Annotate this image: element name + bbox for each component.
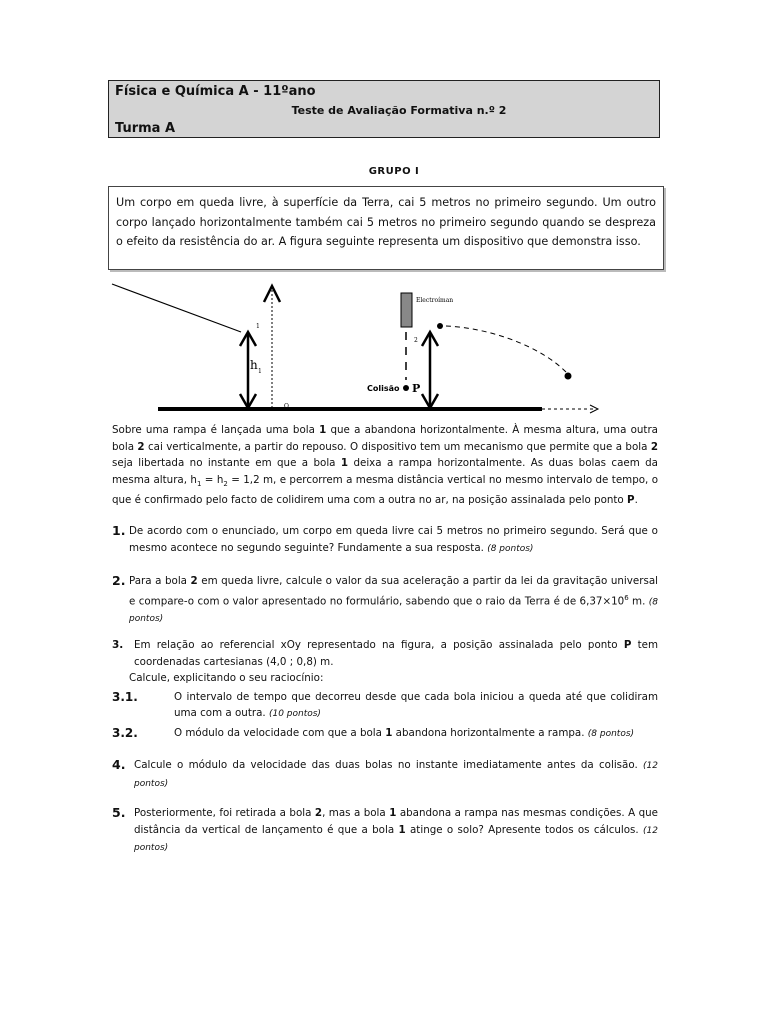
question-3-1: 3.1. O intervalo de tempo que decorreu desde que cada bola iniciou a queda até que colidiram uma com a outra. (10 pontos) [112, 689, 658, 719]
points: (8 pontos) [129, 596, 658, 625]
question-5: 5. Posteriormente, foi retirada a bola 2, mas a bola 1 abandona a rampa nas mesmas condições. A que distância da vertical de lançamento é que a bola 1 atinge o solo? Apresente todos os cálculos. (12 pontos) [112, 805, 658, 853]
question-4: 4. Calcule o módulo da velocidade das duas bolas no instante imediatamente antes da colisão. (12 pontos) [112, 757, 658, 789]
origin-label: O [284, 403, 289, 410]
question-number: 2. [112, 573, 126, 588]
description-paragraph: Sobre uma rampa é lançada uma bola 1 que a abandona horizontalmente. À mesma altura, uma outra bola 2 cai verticalmente, a partir do repouso. O dispositivo tem um mecanismo que permite que a bola 2 seja libertada no instante em que a bola 1 deixa a rampa horizontalmente. As duas bolas caem da mesma altura, $h_1 = h_2 = 1,2$ m, e percorrem a mesma distância vertical no mesmo intervalo de tempo, o que é confirmado pelo facto de colidirem uma com a outra no ar, na posição assinalada pelo ponto P. [112, 424, 658, 507]
ramp-line [112, 284, 241, 332]
collision-point [403, 385, 409, 391]
points: (12 pontos) [134, 761, 658, 789]
test-header [108, 80, 660, 138]
question-number: 1. [112, 523, 126, 538]
points: (8 pontos) [487, 543, 534, 554]
point-label: P [412, 382, 421, 395]
test-title: Teste de Avaliação Formativa n.º 2 [291, 104, 507, 117]
ball-1-end [565, 373, 572, 380]
height-sub-label: 1 [258, 368, 262, 375]
points: (8 pontos) [587, 728, 635, 739]
question-number: 5. [112, 805, 126, 820]
collision-label: Colisão [367, 384, 400, 393]
question-2: 2. Para a bola 2 em queda livre, calcule o valor da sua aceleração a partir da lei da gravitação universal e compare-o com o valor apresentado no formulário, sabendo que o raio da Terra é de $6,37\times 10^6$ m. (8 pontos) [112, 573, 658, 625]
height-label: h [250, 358, 258, 372]
question-number: 3. [112, 639, 124, 651]
electromagnet-label: Electroíman [416, 297, 454, 304]
ball2-label: 2 [414, 337, 418, 344]
ball-1-launch [437, 323, 443, 329]
intro-box: Um corpo em queda livre, à superfície da Terra, cai 5 metros no primeiro segundo. Um outro corpo lançado horizontalmente também cai 5 metros no primeiro segundo quando se despreza o efeito da resistência do ar. A figura seguinte representa um dispositivo que demonstra isso. [108, 186, 664, 270]
course-title: Física e Química A - 11ºano [115, 84, 316, 99]
trajectory-curve [446, 326, 566, 372]
question-number: 4. [112, 757, 126, 772]
question-3-instruction: Calcule, explicitando o seu raciocínio: [129, 672, 324, 684]
points: (12 pontos) [134, 825, 658, 853]
ball1-label: 1 [256, 323, 260, 330]
points: (10 pontos) [268, 709, 321, 719]
electromagnet [401, 293, 412, 327]
question-3: 3. Em relação ao referencial xOy representado na figura, a posição assinalada pelo ponto P tem coordenadas cartesianas (4,0 ; 0,8) m. Calcule, explicitando o seu raciocínio: 3.1. O intervalo de tempo que decorreu desde que cada bola iniciou a queda até que colidiram uma com a outra. (10 pontos) 3.2. O módulo da velocidade com que a bola 1 abandona horizontalmente a rampa. (8 pontos) [112, 637, 658, 742]
class-label: Turma A [115, 121, 176, 136]
question-3-2: 3.2. O módulo da velocidade com que a bola 1 abandona horizontalmente a rampa. (8 pontos) [112, 725, 635, 740]
question-1: 1. De acordo com o enunciado, um corpo em queda livre cai 5 metros no primeiro segundo. Será que o mesmo acontece no segundo seguinte? Fundamente a sua resposta. (8 pontos) [112, 523, 658, 554]
group-title: GRUPO I [368, 166, 420, 177]
experiment-figure [100, 276, 610, 422]
